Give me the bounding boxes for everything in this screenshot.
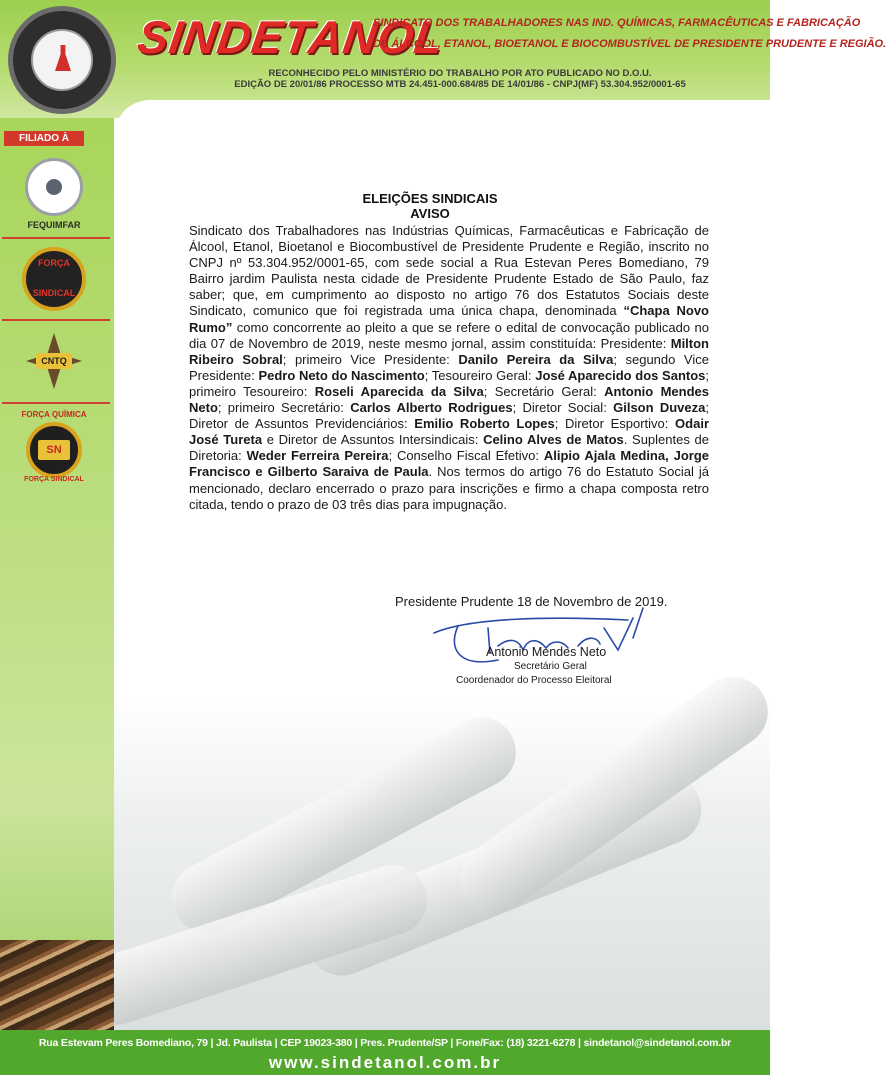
forca-quimica-logo: [0, 412, 114, 492]
sugarcane-watermark: [114, 700, 770, 1030]
recognition-line1: RECONHECIDO PELO MINISTÉRIO DO TRABALHO POR ATO PUBLICADO NO D.O.U.: [268, 68, 652, 79]
fequimfar-label: FEQUIMFAR: [27, 220, 81, 230]
forca-quimica-top: FORÇA QUÍMICA: [21, 410, 87, 419]
sao-paulo-map-icon: [46, 179, 62, 195]
forca-sindical-top: FORÇA: [38, 258, 70, 268]
letter-heading: ELEIÇÕES SINDICAIS: [362, 191, 498, 206]
forca-quimica-center: SN: [38, 440, 70, 460]
brand-subtitle-line1: SINDICATO DOS TRABALHADORES NAS IND. QUÍMICAS, FARMACÊUTICAS E FABRICAÇÃO: [373, 17, 861, 29]
divider: [2, 319, 110, 321]
signer-coordinator: Coordenador do Processo Eleitoral: [456, 675, 612, 686]
cntq-logo: [0, 333, 114, 395]
signer-name: Antonio Mendes Neto: [486, 645, 607, 659]
filiado-label: FILIADO À: [4, 131, 84, 146]
brand-title: SINDETANOL: [134, 11, 448, 63]
brand-subtitle-line2: DE ÁLCOOL, ETANOL, BIOETANOL E BIOCOMBUSTÍVEL DE PRESIDENTE PRUDENTE E REGIÃO.: [373, 38, 886, 50]
footer-website: www.sindetanol.com.br: [268, 1053, 502, 1072]
divider: [2, 402, 110, 404]
letter-body: Sindicato dos Trabalhadores nas Indústrias Químicas, Farmacêuticas e Fabricação de Álcool, Etanol, Bioetanol e Biocombustível de Presidente Prudente e Região, inscrito no CNPJ nº 53.304.952/0001-65, com sede social a Rua Estevan Peres Bomediano, 79 Bairro jardim Paulista nesta cidade de Presidente Prudente Estado de São Paulo, faz saber; que, em cumprimento ao disposto no artigo 76 dos Estatutos Sociais deste Sindicato, comunico que foi registrada uma única chapa, denominada “Chapa Novo Rumo” como concorrente ao pleito a que se refere o edital de convocação publicado no dia 07 de Novembro de 2019, neste mesmo jornal, assim constituída: Presidente: Milton Ribeiro Sobral; primeiro Vice Presidente: Danilo Pereira da Silva; segundo Vice Presidente: Pedro Neto do Nascimento; Tesoureiro Geral: José Aparecido dos Santos; primeiro Tesoureiro: Roseli Aparecida da Silva; Secretário Geral: Antonio Mendes Neto; primeiro Secretário: Carlos Alberto Rodrigues; Diretor Social: Gilson Duveza; Diretor de Assuntos Previdenciários: Emilio Roberto Lopes; Diretor Esportivo: Odair José Tureta e Diretor de Assuntos Intersindicais: Celino Alves de Matos. Suplentes de Diretoria: Weder Ferreira Pereira; Conselho Fiscal Efetivo: Alipio Ajala Medina, Jorge Francisco e Gilberto Saraiva de Paula. Nos termos do artigo 76 do Estatuto Social já mencionado, declaro encerrado o prazo para inscrições e firmo a chapa composta retro citada, tendo o prazo de 03 três dias para impugnação.: [189, 223, 710, 512]
divider: [2, 237, 110, 239]
footer-address: Rua Estevam Peres Bomediano, 79 | Jd. Paulista | CEP 19023-380 | Pres. Prudente/SP | Fone/Fax: (18) 3221-6278 | sindetanol@sindetanol.com.br: [38, 1037, 732, 1049]
flask-icon: [55, 45, 71, 71]
forca-sindical-logo: [0, 247, 114, 317]
letter-subheading: AVISO: [410, 206, 450, 221]
fequimfar-logo: [0, 158, 114, 228]
forca-quimica-bottom: FORÇA SINDICAL: [24, 476, 84, 483]
cntq-label: CNTQ: [36, 353, 72, 369]
president-name: Milton Ribeiro Sobral: [189, 335, 709, 367]
signer-role: Secretário Geral: [514, 661, 587, 672]
recognition-line2: EDIÇÃO DE 20/01/86 PROCESSO MTB 24.451-000.684/85 DE 14/01/86 - CNPJ(MF) 53.304.952/0001-65: [234, 79, 686, 90]
union-seal-logo: [8, 6, 116, 114]
dateline: Presidente Prudente 18 de Novembro de 2019.: [395, 594, 668, 609]
chapa-name: “Chapa Novo Rumo”: [189, 303, 710, 335]
forca-sindical-bottom: SINDICAL: [32, 288, 76, 298]
sugarcane-photo: [0, 940, 114, 1030]
